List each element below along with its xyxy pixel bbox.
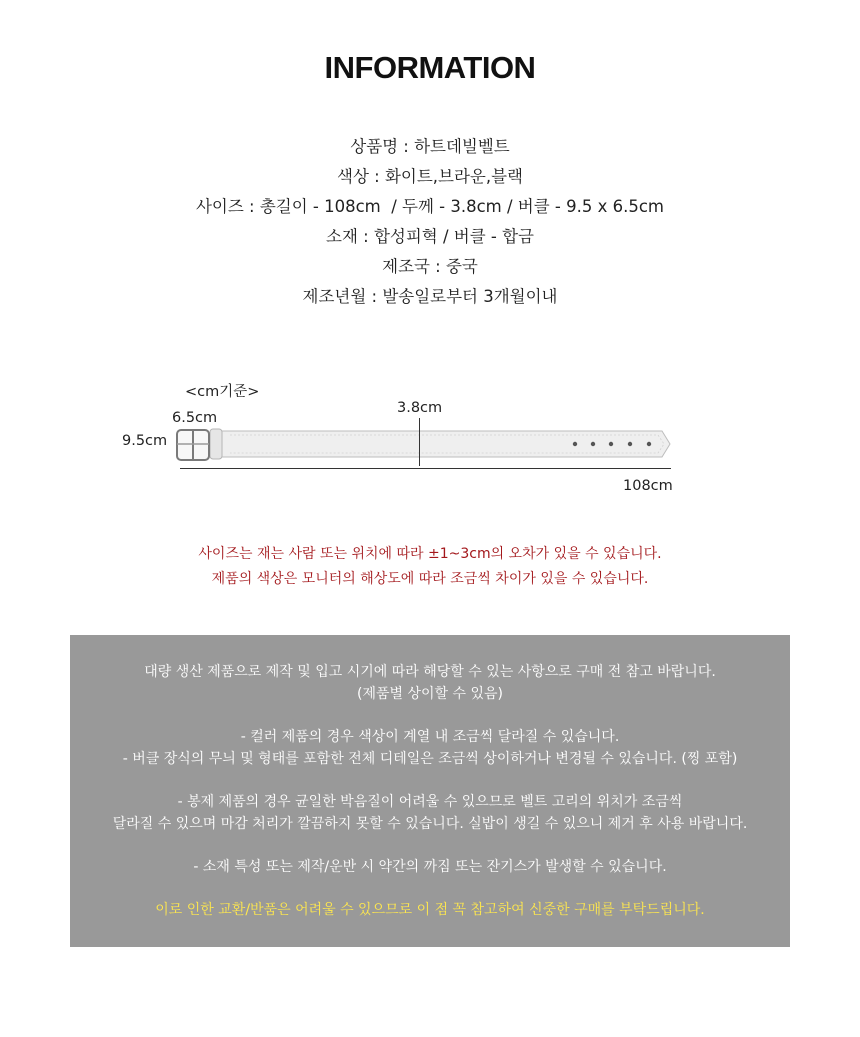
strap-width-label: 3.8cm bbox=[397, 400, 443, 416]
belt-hole bbox=[609, 442, 613, 446]
belt-hole bbox=[628, 442, 632, 446]
notice-highlight: 이로 인한 교환/반품은 어려울 수 있으므로 이 점 꼭 참고하여 신중한 구매를 부탁드립니다. bbox=[155, 902, 705, 918]
notice-line: 달라질 수 있으며 마감 처리가 깔끔하지 못할 수 있습니다. 실밥이 생길 수 있으니 제거 후 사용 바랍니다. bbox=[112, 816, 748, 832]
notice-line: - 봉제 제품의 경우 균일한 박음질이 어려울 수 있으므로 벨트 고리의 위치가 조금씩 bbox=[177, 794, 683, 810]
belt-keeper bbox=[210, 429, 222, 459]
total-length-label: 108cm bbox=[623, 478, 673, 494]
color-difference-note: 제품의 색상은 모니터의 해상도에 따라 조금씩 차이가 있을 수 있습니다. bbox=[211, 571, 649, 587]
buckle-width-label: 6.5cm bbox=[172, 410, 218, 426]
belt-hole bbox=[573, 442, 577, 446]
spec-list bbox=[0, 132, 860, 312]
belt-hole bbox=[647, 442, 651, 446]
spec-manufacture-date: 제조년월 : 발송일로부터 3개월이내 bbox=[302, 287, 558, 306]
notice-line: - 컬러 제품의 경우 색상이 계열 내 조금씩 달라질 수 있습니다. bbox=[240, 729, 620, 745]
total-length-dimension-line bbox=[180, 468, 671, 469]
spec-product-name: 상품명 : 하트데빌벨트 bbox=[350, 137, 510, 156]
basis-label: <cm기준> bbox=[185, 384, 260, 400]
notice-line: - 버클 장식의 무늬 및 형태를 포함한 전체 디테일은 조금씩 상이하거나 변경될 수 있습니다. (찡 포함) bbox=[122, 751, 738, 767]
size-tolerance-note: 사이즈는 재는 사람 또는 위치에 따라 ±1~3cm의 오차가 있을 수 있습니다. bbox=[198, 546, 662, 562]
notice-line: - 소재 특성 또는 제작/운반 시 약간의 까짐 또는 잔기스가 발생할 수 있습니다. bbox=[193, 859, 667, 875]
size-notes bbox=[0, 542, 860, 592]
spec-origin: 제조국 : 중국 bbox=[382, 257, 478, 276]
belt-illustration bbox=[172, 426, 674, 466]
buckle-height-label: 9.5cm bbox=[122, 433, 168, 449]
notice-line: (제품별 상이할 수 있음) bbox=[357, 686, 503, 702]
page-title: INFORMATION bbox=[324, 50, 536, 85]
notice-line: 대량 생산 제품으로 제작 및 입고 시기에 따라 해당할 수 있는 사항으로 구매 전 참고 바랍니다. bbox=[144, 664, 716, 680]
spec-material: 소재 : 합성피혁 / 버클 - 합금 bbox=[326, 227, 534, 246]
spec-size: 사이즈 : 총길이 - 108cm / 두께 - 3.8cm / 버클 - 9.5 x 6.5cm bbox=[195, 197, 665, 216]
strap-width-dimension-line bbox=[419, 418, 420, 466]
notice-box bbox=[70, 635, 790, 947]
spec-color: 색상 : 화이트,브라운,블랙 bbox=[337, 167, 523, 186]
belt-hole bbox=[591, 442, 595, 446]
